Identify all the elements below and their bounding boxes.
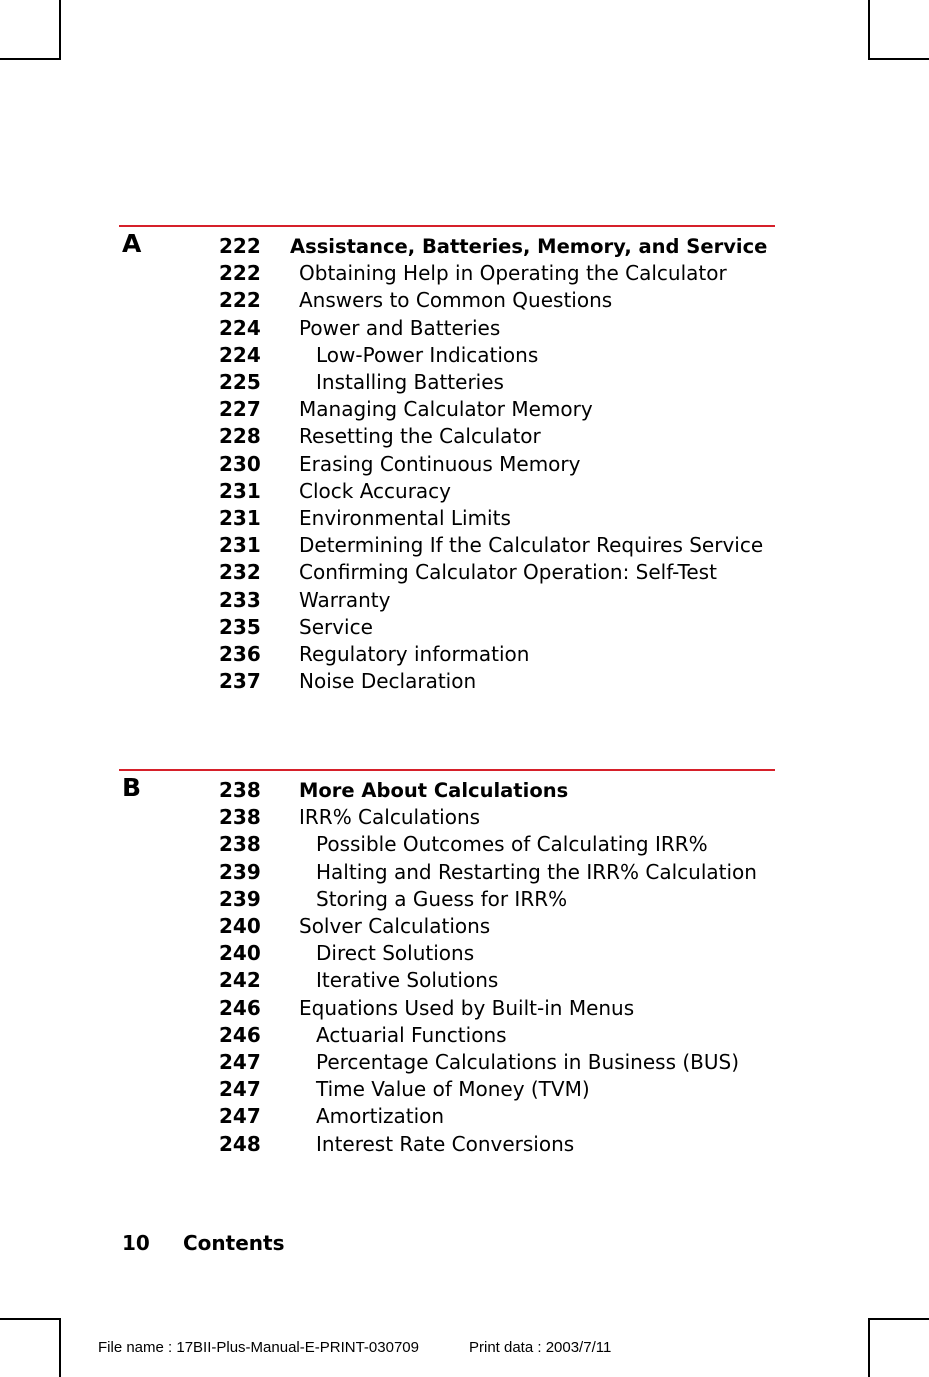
toc-entry[interactable] (119, 260, 775, 287)
page-number: 240 (219, 914, 261, 938)
page-number: 233 (219, 587, 261, 612)
page-number: 239 (219, 859, 261, 884)
toc-entry[interactable] (119, 831, 775, 858)
entry-title: Power and Batteries (299, 315, 501, 340)
entry-title: Low-Power Indications (316, 342, 539, 367)
crop-mark-top-left-vertical (59, 0, 61, 60)
toc-entry[interactable] (119, 342, 775, 369)
page-number: 247 (219, 1050, 261, 1074)
crop-mark-bottom-left-horizontal (0, 1318, 61, 1320)
page-number: 231 (219, 478, 261, 503)
entry-title: Time Value of Money (TVM) (316, 1077, 590, 1102)
entry-title: Percentage Calculations in Business (BUS) (316, 1050, 740, 1074)
toc-entry[interactable] (119, 423, 775, 450)
crop-mark-top-left-horizontal (0, 58, 61, 60)
page-number: 238 (219, 832, 261, 857)
page-number: 227 (219, 397, 261, 422)
page-number: 247 (219, 1104, 261, 1129)
entry-title: Actuarial Functions (316, 1022, 507, 1047)
page-number: 225 (219, 370, 261, 394)
toc-entry[interactable] (119, 1103, 775, 1130)
entry-title: Interest Rate Conversions (316, 1131, 575, 1156)
entry-title: Obtaining Help in Operating the Calculator (299, 261, 727, 286)
page-number: 240 (219, 941, 261, 966)
file-info (98, 1339, 611, 1356)
entry-title: Clock Accuracy (299, 478, 452, 503)
chapter-title: Assistance, Batteries, Memory, and Service (290, 235, 768, 258)
toc-entry[interactable] (119, 886, 775, 913)
entry-title: Regulatory information (299, 642, 530, 666)
page-number: 231 (219, 506, 261, 530)
toc-entry[interactable] (119, 614, 775, 641)
entry-title: Determining If the Calculator Requires Service (299, 533, 764, 558)
section-letter: A (122, 229, 142, 258)
page-number: 236 (219, 642, 261, 666)
entry-title: Storing a Guess for IRR% (316, 886, 568, 911)
entry-title: Noise Declaration (299, 669, 477, 694)
footer-page-number: 10 (122, 1231, 150, 1255)
toc-heading-row[interactable] (119, 777, 775, 804)
toc-entry[interactable] (119, 559, 775, 586)
entry-title: Resetting the Calculator (299, 424, 541, 449)
section-rule (119, 769, 775, 771)
crop-mark-bottom-right-vertical (868, 1318, 870, 1377)
crop-mark-bottom-right-horizontal (868, 1318, 929, 1320)
toc-entry[interactable] (119, 859, 775, 886)
entry-title: Direct Solutions (316, 941, 475, 966)
toc-entry[interactable] (119, 369, 775, 396)
page-number: 237 (219, 669, 261, 694)
chapter-title: More About Calculations (299, 779, 569, 802)
file-name: File name : 17BII-Plus-Manual-E-PRINT-030709 (98, 1339, 419, 1356)
entry-title: Iterative Solutions (316, 968, 499, 993)
crop-mark-bottom-left-vertical (59, 1318, 61, 1377)
toc-entry[interactable] (119, 396, 775, 423)
toc-entry[interactable] (119, 940, 775, 967)
page-number: 228 (219, 424, 261, 449)
toc-entry[interactable] (119, 478, 775, 505)
entry-title: IRR% Calculations (299, 805, 481, 830)
page-number: 238 (219, 778, 261, 802)
toc-heading-row[interactable] (119, 233, 775, 260)
entry-title: Confirming Calculator Operation: Self-Test (299, 560, 717, 585)
toc-entry[interactable] (119, 995, 775, 1022)
page-number: 246 (219, 995, 261, 1020)
entry-title: Halting and Restarting the IRR% Calculation (316, 859, 757, 884)
page-number: 224 (219, 342, 261, 367)
toc-entry[interactable] (119, 587, 775, 614)
toc-entry[interactable] (119, 451, 775, 478)
section-letter: B (122, 773, 142, 802)
toc-entry[interactable] (119, 668, 775, 695)
print-date: Print data : 2003/7/11 (468, 1339, 612, 1356)
entry-title: Service (299, 614, 373, 639)
page-number: 232 (219, 560, 261, 585)
page-number: 224 (219, 315, 261, 340)
page-number: 248 (219, 1131, 261, 1156)
page-number: 222 (219, 261, 261, 286)
entry-title: Answers to Common Questions (299, 288, 613, 313)
toc-entry[interactable] (119, 1076, 775, 1103)
entry-title: Equations Used by Built-in Menus (299, 995, 635, 1020)
entry-title: Managing Calculator Memory (299, 397, 593, 422)
entry-title: Installing Batteries (316, 370, 504, 394)
page-number: 246 (219, 1022, 261, 1047)
page-number: 239 (219, 886, 261, 911)
page-number: 238 (219, 805, 261, 830)
toc-entry[interactable] (119, 967, 775, 994)
toc-entry[interactable] (119, 315, 775, 342)
toc-entry[interactable] (119, 287, 775, 314)
entry-title: Possible Outcomes of Calculating IRR% (316, 832, 708, 857)
toc-entry[interactable] (119, 804, 775, 831)
crop-mark-top-right-vertical (868, 0, 870, 60)
page-number: 242 (219, 968, 261, 993)
page-number: 230 (219, 451, 261, 476)
toc-entry[interactable] (119, 641, 775, 668)
page-number: 235 (219, 614, 261, 639)
entry-title: Solver Calculations (299, 914, 491, 938)
page-number: 247 (219, 1077, 261, 1102)
toc-entry[interactable] (119, 1049, 775, 1076)
page-number: 222 (219, 234, 261, 258)
page-number: 222 (219, 288, 261, 313)
toc-entry[interactable] (119, 1022, 775, 1049)
toc-entry[interactable] (119, 1131, 775, 1158)
section-rule (119, 225, 775, 227)
entry-title: Erasing Continuous Memory (299, 451, 581, 476)
entry-title: Warranty (299, 587, 391, 612)
toc-entry[interactable] (119, 913, 775, 940)
toc-entry[interactable] (119, 532, 775, 559)
footer-label: Contents (183, 1231, 285, 1255)
entry-title: Amortization (316, 1104, 445, 1129)
toc-entry[interactable] (119, 505, 775, 532)
crop-mark-top-right-horizontal (868, 58, 929, 60)
entry-title: Environmental Limits (299, 506, 511, 530)
page-number: 231 (219, 533, 261, 558)
